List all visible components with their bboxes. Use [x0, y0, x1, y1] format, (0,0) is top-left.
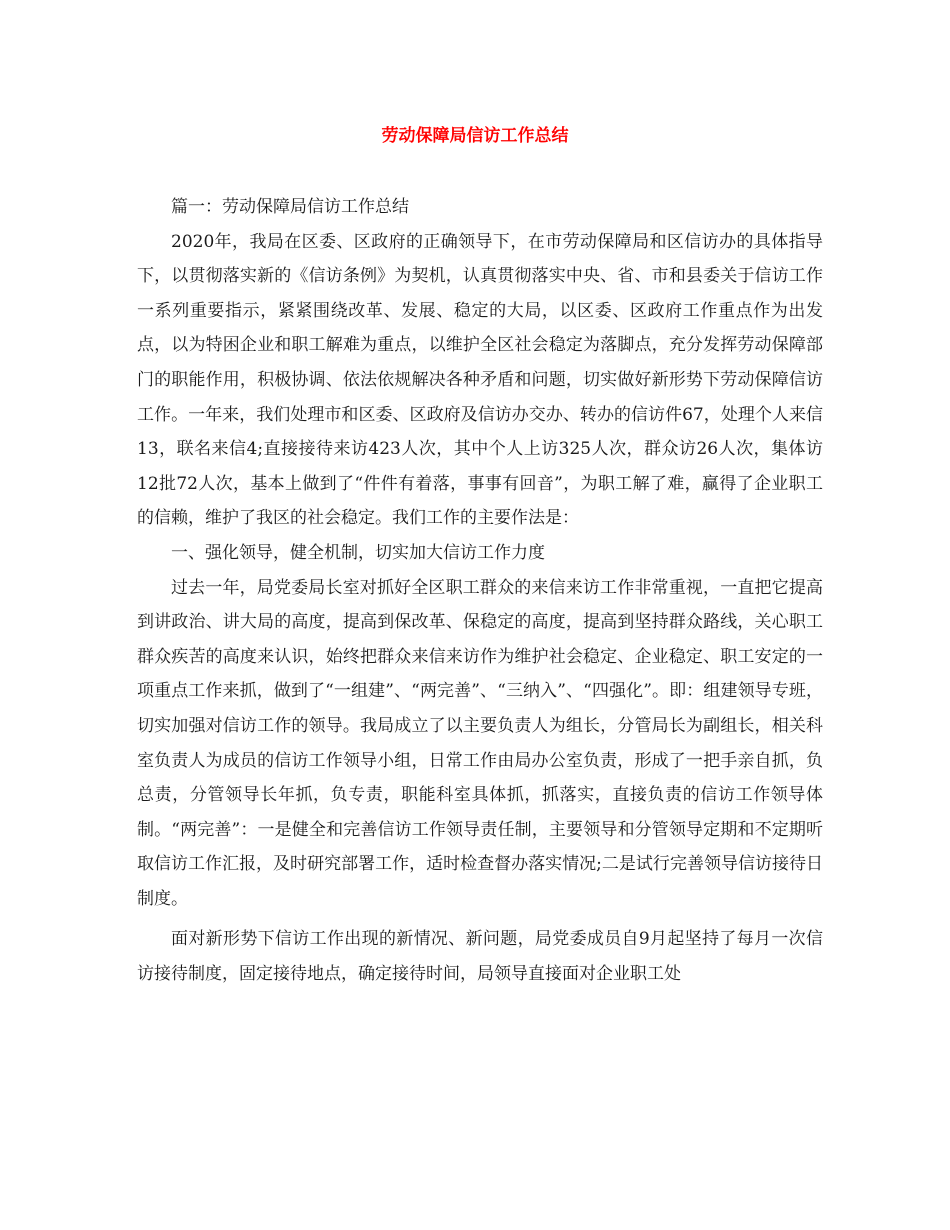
section-heading: 篇一：劳动保障局信访工作总结	[171, 197, 409, 217]
document-body	[137, 190, 823, 992]
document-title: 劳动保障局信访工作总结	[381, 126, 569, 146]
body-paragraph: 过去一年，局党委局长室对抓好全区职工群众的来信来访工作非常重视，一直把它提高到讲政治、讲大局的高度，提高到保改革、保稳定的高度，提高到坚持群众路线，关心职工群众疾苦的高度来认识，始终把群众来信来访作为维护社会稳定、企业稳定、职工安定的一项重点工作来抓，做到了“一组建”、“两完善”、“三纳入”、“四强化”。即：组建领导专班，切实加强对信访工作的领导。我局成立了以主要负责人为组长，分管局长为副组长，相关科室负责人为成员的信访工作领导小组，日常工作由局办公室负责，形成了一把手亲自抓，负总责，分管领导长年抓，负专责，职能科室具体抓，抓落实，直接负责的信访工作领导体制。“两完善”：一是健全和完善信访工作领导责任制，主要领导和分管领导定期和不定期听取信访工作汇报，及时研究部署工作，适时检查督办落实情况;二是试行完善领导信访接待日制度。	[137, 577, 823, 909]
body-paragraph: 2020年，我局在区委、区政府的正确领导下，在市劳动保障局和区信访办的具体指导下，以贯彻落实新的《信访条例》为契机，认真贯彻落实中央、省、市和县委关于信访工作一系列重要指示，紧紧围绕改革、发展、稳定的大局，以区委、区政府工作重点作为出发点，以为特困企业和职工解难为重点，以维护全区社会稳定为落脚点，充分发挥劳动保障部门的职能作用，积极协调、依法依规解决各种矛盾和问题，切实做好新形势下劳动保障信访工作。一年来，我们处理市和区委、区政府及信访办交办、转办的信访件67，处理个人来信13，联名来信4;直接接待来访423人次，其中个人上访325人次，群众访26人次，集体访12批72人次，基本上做到了“件件有着落，事事有回音”，为职工解了难，赢得了企业职工的信赖，维护了我区的社会稳定。我们工作的主要作法是：	[137, 231, 823, 529]
subsection-heading: 一、强化领导，健全机制，切实加大信访工作力度	[171, 542, 545, 563]
body-paragraph: 面对新形势下信访工作出现的新情况、新问题，局党委成员自9月起坚持了每月一次信访接待制度，固定接待地点，确定接待时间，局领导直接面对企业职工处	[137, 929, 823, 985]
